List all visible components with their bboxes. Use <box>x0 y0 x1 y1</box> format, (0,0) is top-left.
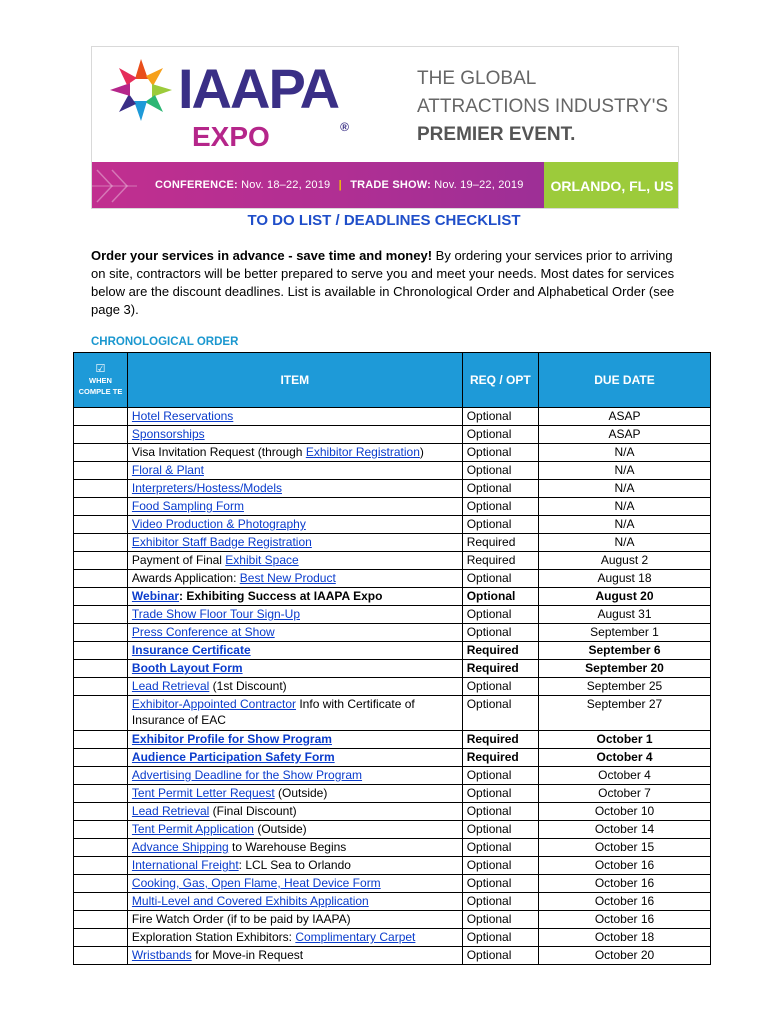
due-date-cell: October 14 <box>539 821 711 839</box>
table-header-row <box>74 353 711 408</box>
req-opt-cell: Required <box>462 534 538 552</box>
item-link[interactable]: Exhibitor-Appointed Contractor <box>131 697 297 711</box>
due-date-cell: September 25 <box>539 678 711 696</box>
table-body <box>74 408 711 965</box>
table-row <box>74 462 711 480</box>
item-cell <box>127 534 462 552</box>
req-opt-cell: Required <box>462 552 538 570</box>
item-cell <box>127 516 462 534</box>
item-link[interactable]: Sponsorships <box>131 427 205 441</box>
item-text: Exploration Station Exhibitors: <box>131 930 296 944</box>
req-opt-cell: Optional <box>462 893 538 911</box>
due-date-cell: August 18 <box>539 570 711 588</box>
completion-checkbox-cell[interactable] <box>74 552 128 570</box>
item-link[interactable]: Audience Participation Safety Form <box>131 750 335 764</box>
table-row <box>74 606 711 624</box>
event-banner <box>91 46 679 209</box>
completion-checkbox-cell[interactable] <box>74 911 128 929</box>
table-row <box>74 785 711 803</box>
conference-dates: Nov. 18–22, 2019 <box>241 179 331 191</box>
conference-label: CONFERENCE: <box>155 179 238 191</box>
date-strip <box>92 162 679 209</box>
item-cell <box>127 785 462 803</box>
item-link[interactable]: Lead Retrieval <box>131 804 210 818</box>
table-row <box>74 678 711 696</box>
item-link[interactable]: Tent Permit Application <box>131 822 254 836</box>
item-link[interactable]: Advance Shipping <box>131 840 229 854</box>
item-cell <box>127 678 462 696</box>
item-cell <box>127 426 462 444</box>
decorative-arrows-icon <box>92 162 162 209</box>
item-link[interactable]: Trade Show Floor Tour Sign-Up <box>131 607 300 621</box>
completion-checkbox-cell[interactable] <box>74 534 128 552</box>
completion-checkbox-cell[interactable] <box>74 462 128 480</box>
item-link[interactable]: Lead Retrieval <box>131 679 210 693</box>
table-row <box>74 767 711 785</box>
due-date-cell: September 6 <box>539 642 711 660</box>
table-row <box>74 929 711 947</box>
completion-checkbox-cell[interactable] <box>74 480 128 498</box>
req-opt-cell: Required <box>462 660 538 678</box>
due-date-cell: October 20 <box>539 947 711 965</box>
completion-checkbox-cell[interactable] <box>74 606 128 624</box>
item-cell <box>127 552 462 570</box>
completion-checkbox-cell[interactable] <box>74 731 128 749</box>
item-cell <box>127 696 462 731</box>
item-text: : Exhibiting Success at IAAPA Expo <box>179 589 383 603</box>
table-row <box>74 821 711 839</box>
completion-checkbox-cell[interactable] <box>74 426 128 444</box>
item-text: (Final Discount) <box>209 804 297 818</box>
due-date-cell: October 1 <box>539 731 711 749</box>
iaapa-star-logo-icon <box>110 59 172 121</box>
item-text: Visa Invitation Request (through <box>131 445 306 459</box>
table-row <box>74 534 711 552</box>
tagline-line-2: ATTRACTIONS INDUSTRY'S <box>417 96 668 117</box>
tradeshow-label: TRADE SHOW: <box>350 179 432 191</box>
item-cell <box>127 498 462 516</box>
table-row <box>74 480 711 498</box>
item-link[interactable]: Hotel Reservations <box>131 409 234 423</box>
item-cell <box>127 749 462 767</box>
item-cell <box>127 821 462 839</box>
completion-checkbox-cell[interactable] <box>74 839 128 857</box>
item-text: for Move-in Request <box>191 948 304 962</box>
separator: | <box>338 179 342 191</box>
tradeshow-dates: Nov. 19–22, 2019 <box>434 179 524 191</box>
completion-checkbox-cell[interactable] <box>74 642 128 660</box>
completion-checkbox-cell[interactable] <box>74 498 128 516</box>
due-date-cell: ASAP <box>539 408 711 426</box>
req-opt-cell: Optional <box>462 911 538 929</box>
due-date-cell: N/A <box>539 480 711 498</box>
table-row <box>74 408 711 426</box>
due-date-cell: October 16 <box>539 893 711 911</box>
item-link[interactable]: Insurance Certificate <box>131 643 251 657</box>
due-date-cell: August 2 <box>539 552 711 570</box>
item-cell <box>127 408 462 426</box>
completion-checkbox-cell[interactable] <box>74 570 128 588</box>
table-row <box>74 426 711 444</box>
item-cell <box>127 624 462 642</box>
due-date-cell: October 4 <box>539 767 711 785</box>
completion-checkbox-cell[interactable] <box>74 803 128 821</box>
page-title: TO DO LIST / DEADLINES CHECKLIST <box>247 212 521 229</box>
due-date-cell: October 16 <box>539 857 711 875</box>
due-date-cell: October 16 <box>539 911 711 929</box>
due-date-cell: N/A <box>539 444 711 462</box>
header-due-date: DUE DATE <box>539 353 711 408</box>
checkbox-icon: ☑ <box>95 363 106 375</box>
item-link[interactable]: Exhibitor Staff Badge Registration <box>131 535 312 549</box>
item-link[interactable]: Complimentary Carpet <box>295 930 416 944</box>
item-link[interactable]: Cooking, Gas, Open Flame, Heat Device Form <box>131 876 381 890</box>
due-date-cell: October 16 <box>539 875 711 893</box>
table-row <box>74 498 711 516</box>
item-link[interactable]: Exhibitor Registration <box>305 445 420 459</box>
item-cell <box>127 875 462 893</box>
req-opt-cell: Optional <box>462 588 538 606</box>
item-text: Info with Certificate of Insurance of EAC <box>131 697 415 727</box>
item-link[interactable]: Press Conference at Show <box>131 625 275 639</box>
completion-checkbox-cell[interactable] <box>74 947 128 965</box>
item-link[interactable]: Interpreters/Hostess/Models <box>131 481 282 495</box>
req-opt-cell: Optional <box>462 498 538 516</box>
tagline <box>417 65 668 149</box>
req-opt-cell: Optional <box>462 947 538 965</box>
due-date-cell: September 20 <box>539 660 711 678</box>
due-date-cell: August 20 <box>539 588 711 606</box>
req-opt-cell: Optional <box>462 462 538 480</box>
item-link[interactable]: Floral & Plant <box>131 463 204 477</box>
table-row <box>74 857 711 875</box>
header-req-opt: REQ / OPT <box>462 353 538 408</box>
item-link[interactable]: Food Sampling Form <box>131 499 244 513</box>
due-date-cell: N/A <box>539 534 711 552</box>
completion-checkbox-cell[interactable] <box>74 588 128 606</box>
req-opt-cell: Optional <box>462 516 538 534</box>
item-cell <box>127 480 462 498</box>
header-when-complete-label: WHEN COMPLE TE <box>78 376 123 396</box>
item-text: Awards Application: <box>131 571 240 585</box>
due-date-cell: N/A <box>539 498 711 516</box>
req-opt-cell: Optional <box>462 785 538 803</box>
item-cell <box>127 947 462 965</box>
req-opt-cell: Required <box>462 749 538 767</box>
item-link[interactable]: Tent Permit Letter Request <box>131 786 275 800</box>
req-opt-cell: Optional <box>462 929 538 947</box>
item-cell <box>127 839 462 857</box>
table-row <box>74 444 711 462</box>
completion-checkbox-cell[interactable] <box>74 696 128 731</box>
due-date-cell: October 10 <box>539 803 711 821</box>
table-row <box>74 749 711 767</box>
item-text: Fire Watch Order (if to be paid by IAAPA) <box>131 912 351 926</box>
req-opt-cell: Required <box>462 642 538 660</box>
due-date-cell: ASAP <box>539 426 711 444</box>
item-link[interactable]: Best New Product <box>239 571 336 585</box>
due-date-cell: August 31 <box>539 606 711 624</box>
expo-label: EXPO <box>192 121 270 152</box>
req-opt-cell: Optional <box>462 606 538 624</box>
item-cell <box>127 606 462 624</box>
table-row <box>74 624 711 642</box>
table-row <box>74 552 711 570</box>
item-link[interactable]: International Freight <box>131 858 239 872</box>
item-cell <box>127 462 462 480</box>
item-cell <box>127 911 462 929</box>
table-row <box>74 893 711 911</box>
dates-band <box>92 162 544 209</box>
req-opt-cell: Optional <box>462 624 538 642</box>
req-opt-cell: Optional <box>462 767 538 785</box>
table-row <box>74 911 711 929</box>
intro-text: By ordering your services prior to arriving on site, contractors will be better prepared to serve you and meet your needs. Most dates for services below are the discount deadlines. List is available in Chronological Order and Alphabetical Order (see page 3). <box>91 248 675 317</box>
completion-checkbox-cell[interactable] <box>74 785 128 803</box>
table-row <box>74 696 711 731</box>
item-link[interactable]: Exhibitor Profile for Show Program <box>131 732 332 746</box>
brand-name: IAAPA® <box>178 57 349 134</box>
completion-checkbox-cell[interactable] <box>74 875 128 893</box>
item-text: (1st Discount) <box>209 679 287 693</box>
table-row <box>74 875 711 893</box>
item-link[interactable]: Exhibit Space <box>225 553 299 567</box>
table-row <box>74 516 711 534</box>
completion-checkbox-cell[interactable] <box>74 749 128 767</box>
table-row <box>74 642 711 660</box>
req-opt-cell: Required <box>462 731 538 749</box>
req-opt-cell: Optional <box>462 678 538 696</box>
item-cell <box>127 929 462 947</box>
completion-checkbox-cell[interactable] <box>74 408 128 426</box>
completion-checkbox-cell[interactable] <box>74 660 128 678</box>
due-date-cell: October 15 <box>539 839 711 857</box>
table-row <box>74 803 711 821</box>
req-opt-cell: Optional <box>462 480 538 498</box>
req-opt-cell: Optional <box>462 803 538 821</box>
table-row <box>74 588 711 606</box>
req-opt-cell: Optional <box>462 875 538 893</box>
item-text: (Outside) <box>274 786 328 800</box>
item-link[interactable]: Webinar <box>131 589 180 603</box>
item-link[interactable]: Booth Layout Form <box>131 661 243 675</box>
completion-checkbox-cell[interactable] <box>74 516 128 534</box>
completion-checkbox-cell[interactable] <box>74 857 128 875</box>
intro-bold: Order your services in advance - save time and money! <box>91 248 433 263</box>
item-cell <box>127 660 462 678</box>
table-row <box>74 731 711 749</box>
header-when-complete <box>74 353 128 408</box>
req-opt-cell: Optional <box>462 444 538 462</box>
item-cell <box>127 857 462 875</box>
item-text: (Outside) <box>253 822 307 836</box>
item-link[interactable]: Advertising Deadline for the Show Program <box>131 768 363 782</box>
item-cell <box>127 893 462 911</box>
due-date-cell: N/A <box>539 516 711 534</box>
item-cell <box>127 642 462 660</box>
completion-checkbox-cell[interactable] <box>74 821 128 839</box>
item-cell <box>127 803 462 821</box>
item-cell <box>127 444 462 462</box>
due-date-cell: October 7 <box>539 785 711 803</box>
completion-checkbox-cell[interactable] <box>74 767 128 785</box>
req-opt-cell: Optional <box>462 570 538 588</box>
item-cell <box>127 731 462 749</box>
req-opt-cell: Optional <box>462 821 538 839</box>
item-text: : LCL Sea to Orlando <box>238 858 351 872</box>
item-link[interactable]: Wristbands <box>131 948 192 962</box>
due-date-cell: September 27 <box>539 696 711 731</box>
completion-checkbox-cell[interactable] <box>74 444 128 462</box>
tagline-line-1: THE GLOBAL <box>417 68 537 89</box>
item-text: Payment of Final <box>131 553 226 567</box>
intro-paragraph <box>91 247 676 319</box>
completion-checkbox-cell[interactable] <box>74 893 128 911</box>
deadlines-table <box>73 352 711 965</box>
item-text: ) <box>419 445 424 459</box>
req-opt-cell: Optional <box>462 857 538 875</box>
item-cell <box>127 570 462 588</box>
req-opt-cell: Optional <box>462 408 538 426</box>
item-cell <box>127 588 462 606</box>
header-item: ITEM <box>127 353 462 408</box>
due-date-cell: September 1 <box>539 624 711 642</box>
table-row <box>74 570 711 588</box>
completion-checkbox-cell[interactable] <box>74 678 128 696</box>
req-opt-cell: Optional <box>462 839 538 857</box>
table-row <box>74 947 711 965</box>
req-opt-cell: Optional <box>462 426 538 444</box>
table-row <box>74 660 711 678</box>
item-cell <box>127 767 462 785</box>
item-link[interactable]: Multi-Level and Covered Exhibits Application <box>131 894 369 908</box>
item-link[interactable]: Video Production & Photography <box>131 517 306 531</box>
tagline-line-3: PREMIER EVENT. <box>417 124 576 145</box>
due-date-cell: October 18 <box>539 929 711 947</box>
item-text: to Warehouse Begins <box>228 840 347 854</box>
req-opt-cell: Optional <box>462 696 538 731</box>
location-band: ORLANDO, FL, US <box>544 162 679 209</box>
section-heading: CHRONOLOGICAL ORDER <box>91 336 239 348</box>
completion-checkbox-cell[interactable] <box>74 624 128 642</box>
due-date-cell: October 4 <box>539 749 711 767</box>
table-row <box>74 839 711 857</box>
due-date-cell: N/A <box>539 462 711 480</box>
completion-checkbox-cell[interactable] <box>74 929 128 947</box>
